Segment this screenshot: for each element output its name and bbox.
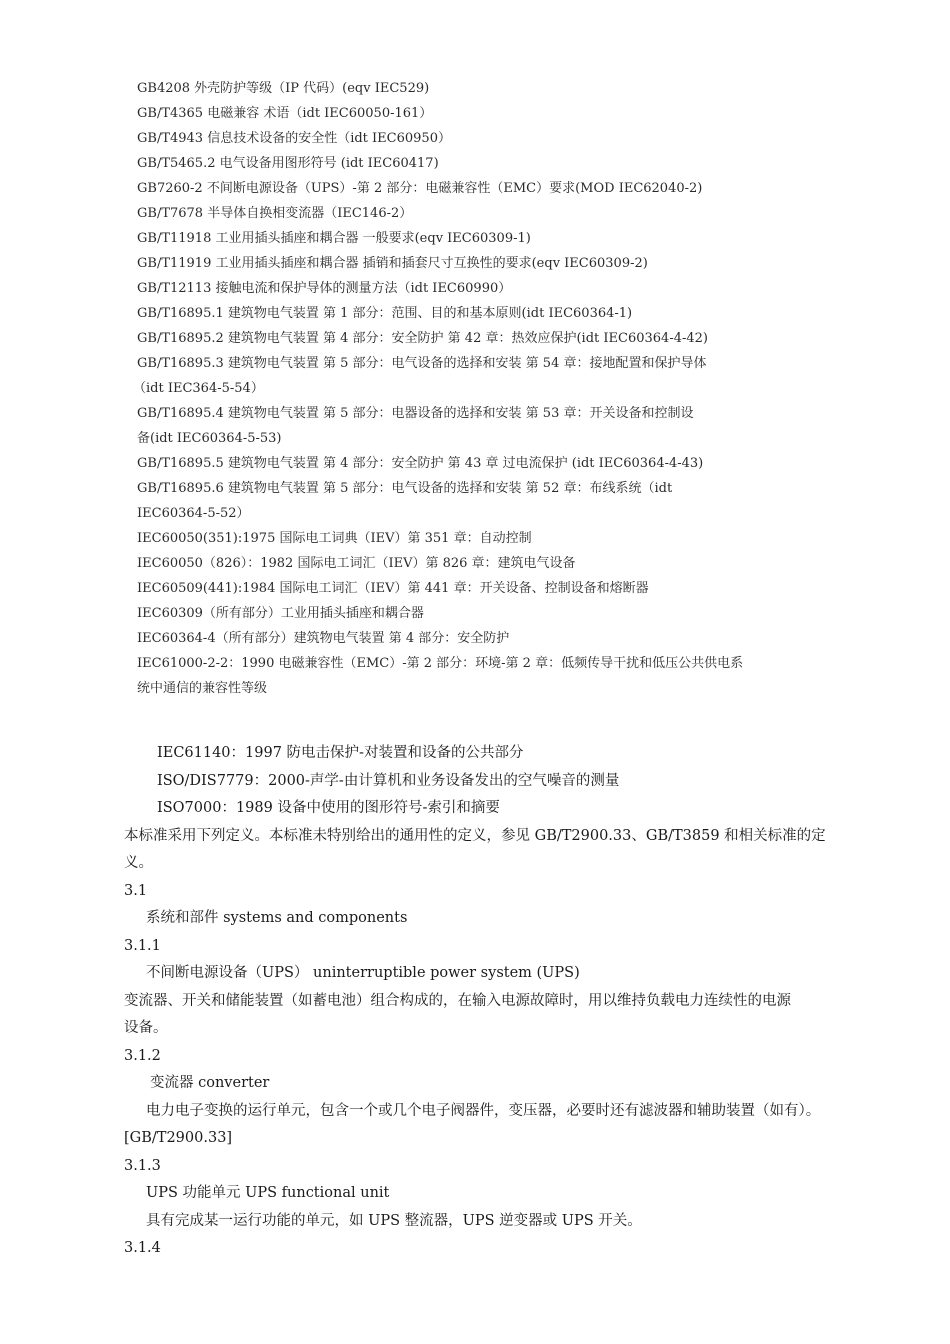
reference-item: IEC60364-4（所有部分）建筑物电气装置 第 4 部分：安全防护 [137, 631, 510, 646]
reference-item-continuation: 备(idt IEC60364-5-53) [137, 431, 282, 446]
reference-item: GB7260-2 不间断电源设备（UPS）-第 2 部分：电磁兼容性（EMC）要求(MOD IEC62040-2) [137, 181, 703, 196]
reference-item: GB/T4365 电磁兼容 术语（idt IEC60050-161） [137, 106, 433, 121]
term-definition: 具有完成某一运行功能的单元，如 UPS 整流器，UPS 逆变器或 UPS 开关。 [146, 1212, 642, 1229]
section-title: 系统和部件 systems and components [146, 910, 408, 926]
section-number: 3.1.2 [124, 1047, 161, 1064]
reference-item: IEC60050（826）：1982 国际电工词汇（IEV）第 826 章：建筑电气设备 [137, 556, 576, 571]
term-source: [GB/T2900.33] [124, 1130, 233, 1146]
reference-item-continuation: （idt IEC364-5-54） [133, 381, 264, 396]
section-number: 3.1.1 [124, 937, 161, 954]
reference-item-continuation: 统中通信的兼容性等级 [137, 681, 268, 696]
reference-item: IEC60509(441):1984 国际电工词汇（IEV）第 441 章：开关设备、控制设备和熔断器 [137, 581, 649, 596]
definitions-intro: 本标准采用下列定义。本标准未特别给出的通用性的定义，参见 GB/T2900.33、GB/T3859 和相关标准的定 [124, 827, 826, 844]
reference-item: ISO/DIS7779：2000-声学-由计算机和业务设备发出的空气噪音的测量 [157, 772, 620, 789]
reference-item: GB/T11919 工业用插头插座和耦合器 插销和插套尺寸互换性的要求(eqv IEC60309-2) [137, 256, 648, 271]
section-number: 3.1 [124, 882, 148, 899]
definitions-section [124, 740, 864, 1263]
reference-item: GB/T16895.1 建筑物电气装置 第 1 部分：范围、目的和基本原则(idt IEC60364-1) [137, 306, 633, 321]
reference-item: GB/T16895.5 建筑物电气装置 第 4 部分：安全防护 第 43 章 过电流保护 (idt IEC60364-4-43) [137, 456, 704, 471]
term-title: 变流器 converter [150, 1075, 270, 1091]
reference-item: GB/T5465.2 电气设备用图形符号 (idt IEC60417) [137, 156, 439, 171]
term-title: UPS 功能单元 UPS functional unit [146, 1185, 390, 1201]
normative-references-list [133, 76, 837, 701]
term-definition-continuation: 设备。 [124, 1020, 168, 1036]
reference-item: GB/T16895.3 建筑物电气装置 第 5 部分：电气设备的选择和安装 第 54 章：接地配置和保护导体 [137, 356, 707, 371]
reference-item: GB/T4943 信息技术设备的安全性（idt IEC60950） [137, 131, 451, 146]
reference-item: GB/T16895.6 建筑物电气装置 第 5 部分：电气设备的选择和安装 第 52 章：布线系统（idt [137, 481, 673, 496]
reference-item: GB/T7678 半导体自换相变流器（IEC146-2） [137, 206, 413, 221]
reference-item-continuation: IEC60364-5-52） [137, 506, 250, 521]
reference-item: IEC60309（所有部分）工业用插头插座和耦合器 [137, 606, 424, 621]
reference-item: GB4208 外壳防护等级（IP 代码）(eqv IEC529) [137, 81, 430, 96]
section-number: 3.1.3 [124, 1157, 161, 1174]
reference-item: GB/T12113 接触电流和保护导体的测量方法（idt IEC60990） [137, 281, 512, 296]
reference-item: GB/T11918 工业用插头插座和耦合器 一般要求(eqv IEC60309-1) [137, 231, 531, 246]
reference-item: IEC60050(351):1975 国际电工词典（IEV）第 351 章：自动控制 [137, 531, 532, 546]
term-definition: 变流器、开关和储能装置（如蓄电池）组合构成的，在输入电源故障时，用以维持负载电力连续性的电源 [124, 992, 791, 1009]
definitions-intro-continuation: 义。 [124, 855, 153, 871]
section-number: 3.1.4 [124, 1240, 161, 1256]
term-title: 不间断电源设备（UPS） uninterruptible power system (UPS) [146, 965, 580, 981]
reference-item: ISO7000：1989 设备中使用的图形符号-索引和摘要 [157, 800, 500, 816]
reference-item: GB/T16895.4 建筑物电气装置 第 5 部分：电器设备的选择和安装 第 53 章：开关设备和控制设 [137, 406, 694, 421]
term-definition: 电力电子变换的运行单元，包含一个或几个电子阀器件，变压器，必要时还有滤波器和辅助装置（如有）。 [146, 1102, 821, 1119]
reference-item: IEC61140：1997 防电击保护-对装置和设备的公共部分 [157, 745, 524, 761]
reference-item: IEC61000-2-2：1990 电磁兼容性（EMC）-第 2 部分：环境-第 2 章：低频传导干扰和低压公共供电系 [137, 656, 744, 671]
reference-item: GB/T16895.2 建筑物电气装置 第 4 部分：安全防护 第 42 章：热效应保护(idt IEC60364-4-42) [137, 331, 708, 346]
